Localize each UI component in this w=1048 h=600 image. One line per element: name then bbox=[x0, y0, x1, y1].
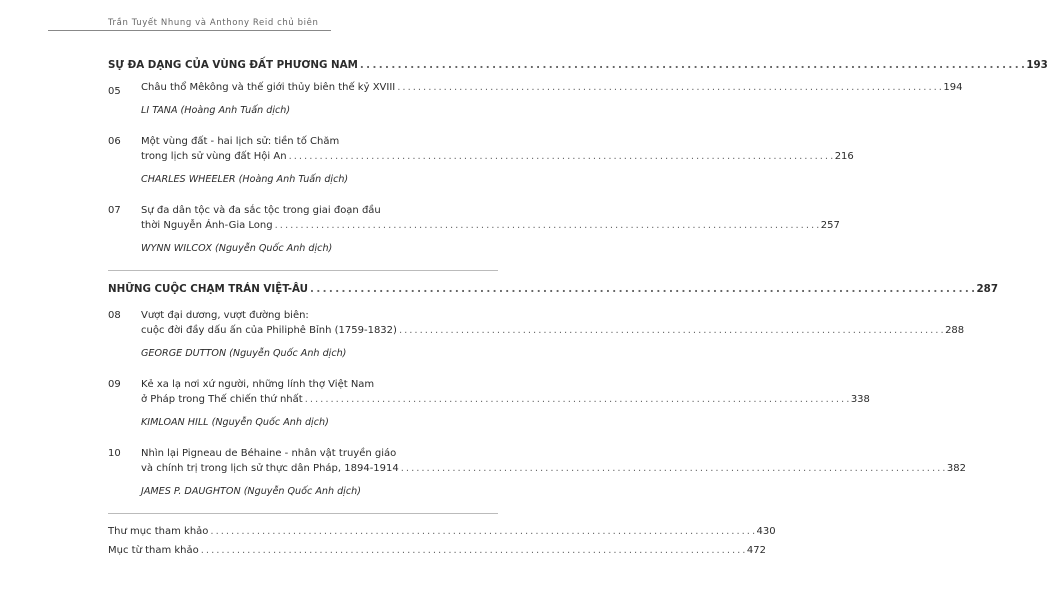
chapter-title-line-text: Châu thổ Mêkông và thế giới thủy biên thế kỷ XVIII bbox=[141, 82, 396, 93]
toc-entry bbox=[108, 82, 963, 120]
section-heading-text: NHỮNG CUỘC CHẠM TRÁN VIỆT-ÂU bbox=[108, 283, 309, 295]
entry-body bbox=[141, 306, 964, 363]
chapter-title-line-page: 194 bbox=[943, 82, 963, 93]
running-header: Trần Tuyết Nhung và Anthony Reid chủ biên bbox=[108, 18, 319, 28]
header-rule bbox=[48, 30, 331, 31]
entry-body bbox=[141, 201, 840, 258]
section-heading-page: 193 bbox=[1026, 59, 1048, 71]
dot-leader bbox=[310, 283, 974, 295]
chapter-title-line-page: 382 bbox=[946, 463, 966, 474]
dot-leader bbox=[201, 545, 745, 556]
back-matter bbox=[108, 526, 776, 564]
back-matter-item bbox=[108, 526, 776, 545]
chapter-author: KIMLOAN HILL (Nguyễn Quốc Anh dịch) bbox=[141, 417, 329, 428]
chapter-title-line-page: 288 bbox=[945, 325, 965, 336]
dot-leader bbox=[399, 325, 943, 336]
entry-body bbox=[141, 375, 870, 432]
back-matter-divider bbox=[108, 513, 498, 514]
entry-body bbox=[141, 82, 962, 120]
chapter-title-line bbox=[141, 151, 854, 170]
chapter-title-line-text: ở Pháp trong Thế chiến thứ nhất bbox=[141, 394, 303, 405]
section-heading bbox=[108, 59, 1048, 78]
toc-entry bbox=[108, 375, 870, 432]
chapter-title-line-text: và chính trị trong lịch sử thực dân Pháp, 1894-1914 bbox=[141, 463, 399, 474]
chapter-title-line-text: cuộc đời đầy dấu ấn của Philiphê Bỉnh (1759-1832) bbox=[141, 325, 397, 336]
table-of-contents bbox=[108, 59, 1048, 564]
chapter-author: LI TANA (Hoàng Anh Tuấn dịch) bbox=[141, 105, 291, 116]
dot-leader bbox=[289, 151, 833, 162]
entry-body bbox=[141, 132, 854, 189]
dot-leader bbox=[210, 526, 754, 537]
dot-leader bbox=[305, 394, 849, 405]
chapter-title-line bbox=[141, 463, 966, 482]
chapter-title-line: Nhìn lại Pigneau de Béhaine - nhân vật truyền giáo bbox=[141, 448, 397, 459]
chapter-title-line bbox=[141, 325, 964, 344]
chapter-number: 09 bbox=[108, 379, 121, 390]
chapter-title-line: Vượt đại dương, vượt đường biên: bbox=[141, 310, 309, 321]
dot-leader bbox=[360, 59, 1024, 71]
section-heading-page: 287 bbox=[976, 283, 998, 295]
chapter-number: 06 bbox=[108, 136, 121, 147]
chapter-title-line-page: 216 bbox=[834, 151, 854, 162]
section-heading-text: SỰ ĐA DẠNG CỦA VÙNG ĐẤT PHƯƠNG NAM bbox=[108, 59, 358, 71]
chapter-number: 08 bbox=[108, 310, 121, 321]
back-matter-item-text: Mục từ tham khảo bbox=[108, 545, 199, 556]
back-matter-item-page: 430 bbox=[756, 526, 776, 537]
toc-entry bbox=[108, 201, 840, 258]
chapter-title-line-page: 338 bbox=[850, 394, 870, 405]
chapter-title-line: Sự đa dân tộc và đa sắc tộc trong giai đoạn đầu bbox=[141, 205, 381, 216]
back-matter-item bbox=[108, 545, 766, 564]
back-matter-item-page: 472 bbox=[746, 545, 766, 556]
chapter-title-line-text: trong lịch sử vùng đất Hội An bbox=[141, 151, 287, 162]
dot-leader bbox=[401, 463, 945, 474]
dot-leader bbox=[275, 220, 819, 231]
chapter-title-line: Một vùng đất - hai lịch sử: tiền tố Chăm bbox=[141, 136, 340, 147]
dot-leader bbox=[397, 82, 941, 93]
chapter-title-line bbox=[141, 82, 962, 101]
chapter-number: 07 bbox=[108, 205, 121, 216]
chapter-author: JAMES P. DAUGHTON (Nguyễn Quốc Anh dịch) bbox=[141, 486, 361, 497]
chapter-author: WYNN WILCOX (Nguyễn Quốc Anh dịch) bbox=[141, 243, 333, 254]
chapter-title-line bbox=[141, 394, 870, 413]
section-heading bbox=[108, 283, 998, 302]
back-matter-item-text: Thư mục tham khảo bbox=[108, 526, 209, 537]
section-divider bbox=[108, 270, 498, 271]
chapter-title-line-text: thời Nguyễn Ánh-Gia Long bbox=[141, 220, 273, 231]
chapter-title-line: Kẻ xa lạ nơi xứ người, những lính thợ Việt Nam bbox=[141, 379, 375, 390]
chapter-author: CHARLES WHEELER (Hoàng Anh Tuấn dịch) bbox=[141, 174, 349, 185]
toc-entry bbox=[108, 132, 854, 189]
toc-entry bbox=[108, 444, 966, 501]
chapter-number: 05 bbox=[108, 86, 121, 97]
chapter-author: GEORGE DUTTON (Nguyễn Quốc Anh dịch) bbox=[141, 348, 347, 359]
chapter-title-line bbox=[141, 220, 840, 239]
entry-body bbox=[141, 444, 966, 501]
toc-entry bbox=[108, 306, 965, 363]
chapter-number: 10 bbox=[108, 448, 121, 459]
chapter-title-line-page: 257 bbox=[820, 220, 840, 231]
